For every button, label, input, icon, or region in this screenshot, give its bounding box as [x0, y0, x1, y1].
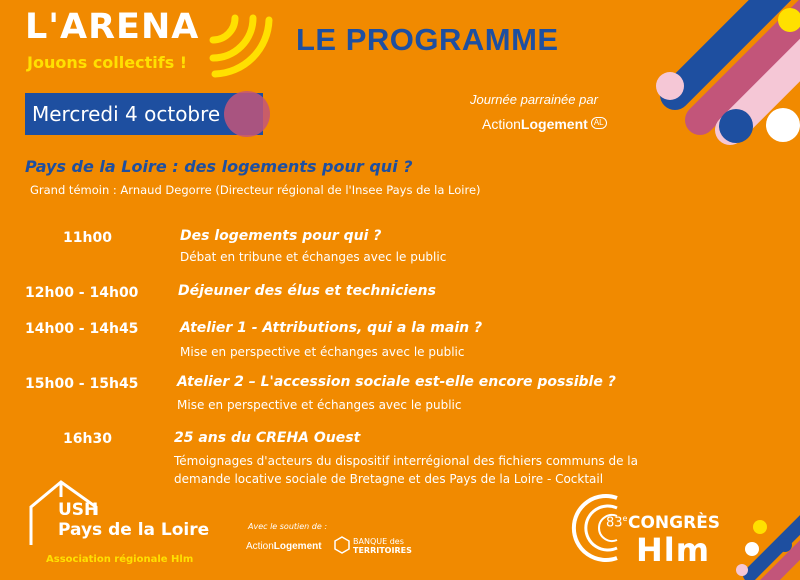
programme-title: LE PROGRAMME	[296, 22, 559, 57]
bank-line1: BANQUE des	[353, 537, 404, 546]
program-desc-line2: demande locative sociale de Bretagne et des Pays de la Loire - Cocktail	[174, 472, 604, 486]
program-desc-line1: Témoignages d'acteurs du dispositif interrégional des fichiers communs de la	[174, 454, 638, 468]
congres-hlm: Hlm	[636, 531, 711, 569]
program-title: Des logements pour qui ?	[180, 228, 382, 244]
congres-number: 83e	[606, 514, 628, 531]
arena-waves-icon	[205, 10, 275, 80]
program-desc: Mise en perspective et échanges avec le public	[180, 345, 465, 359]
arena-slogan: Jouons collectifs !	[27, 53, 188, 72]
program-desc: Débat en tribune et échanges avec le public	[180, 250, 447, 264]
action-logement-light: Action	[482, 116, 521, 132]
banque-territoires-logo	[353, 537, 412, 555]
support-al-light: Action	[246, 541, 274, 552]
program-time: 16h30	[63, 431, 112, 447]
banque-territoires-icon	[334, 536, 350, 554]
program-time: 11h00	[63, 230, 112, 246]
program-desc: Mise en perspective et échanges avec le public	[177, 398, 462, 412]
program-time: 12h00 - 14h00	[25, 285, 139, 301]
ush-logo-name	[58, 500, 209, 540]
action-logement-logo	[482, 116, 607, 132]
program-time: 15h00 - 15h45	[25, 376, 139, 392]
support-label: Avec le soutien de :	[248, 522, 328, 531]
program-title: Déjeuner des élus et techniciens	[178, 283, 436, 299]
program-title: 25 ans du CREHA Ouest	[174, 430, 361, 446]
bank-line2: TERRITOIRES	[353, 546, 412, 555]
section-title: Pays de la Loire : des logements pour qui ?	[25, 157, 413, 176]
program-title: Atelier 1 - Attributions, qui a la main ?	[180, 320, 483, 336]
section-witness: Grand témoin : Arnaud Degorre (Directeur régional de l'Insee Pays de la Loire)	[30, 183, 481, 197]
ush-line1: USH	[58, 500, 99, 520]
congres-word: CONGRÈS	[628, 513, 721, 533]
decorative-stripes-graphic	[640, 0, 800, 150]
arena-logo-title: L'ARENA	[25, 7, 200, 47]
decorative-stripes-bottom-graphic	[730, 515, 800, 580]
date-decor-circle	[224, 91, 270, 137]
action-logement-bold: Logement	[520, 116, 588, 132]
support-action-logement-logo	[246, 541, 322, 552]
date-banner: Mercredi 4 octobre	[25, 93, 263, 135]
program-title: Atelier 2 – L'accession sociale est-elle encore possible ?	[177, 374, 616, 390]
al-badge-icon: AL	[591, 117, 607, 129]
support-al-bold: Logement	[273, 541, 322, 552]
program-time: 14h00 - 14h45	[25, 321, 139, 337]
ush-subtitle: Association régionale Hlm	[46, 554, 194, 565]
sponsor-label: Journée parrainée par	[470, 92, 598, 107]
ush-line2: Pays de la Loire	[58, 520, 210, 540]
